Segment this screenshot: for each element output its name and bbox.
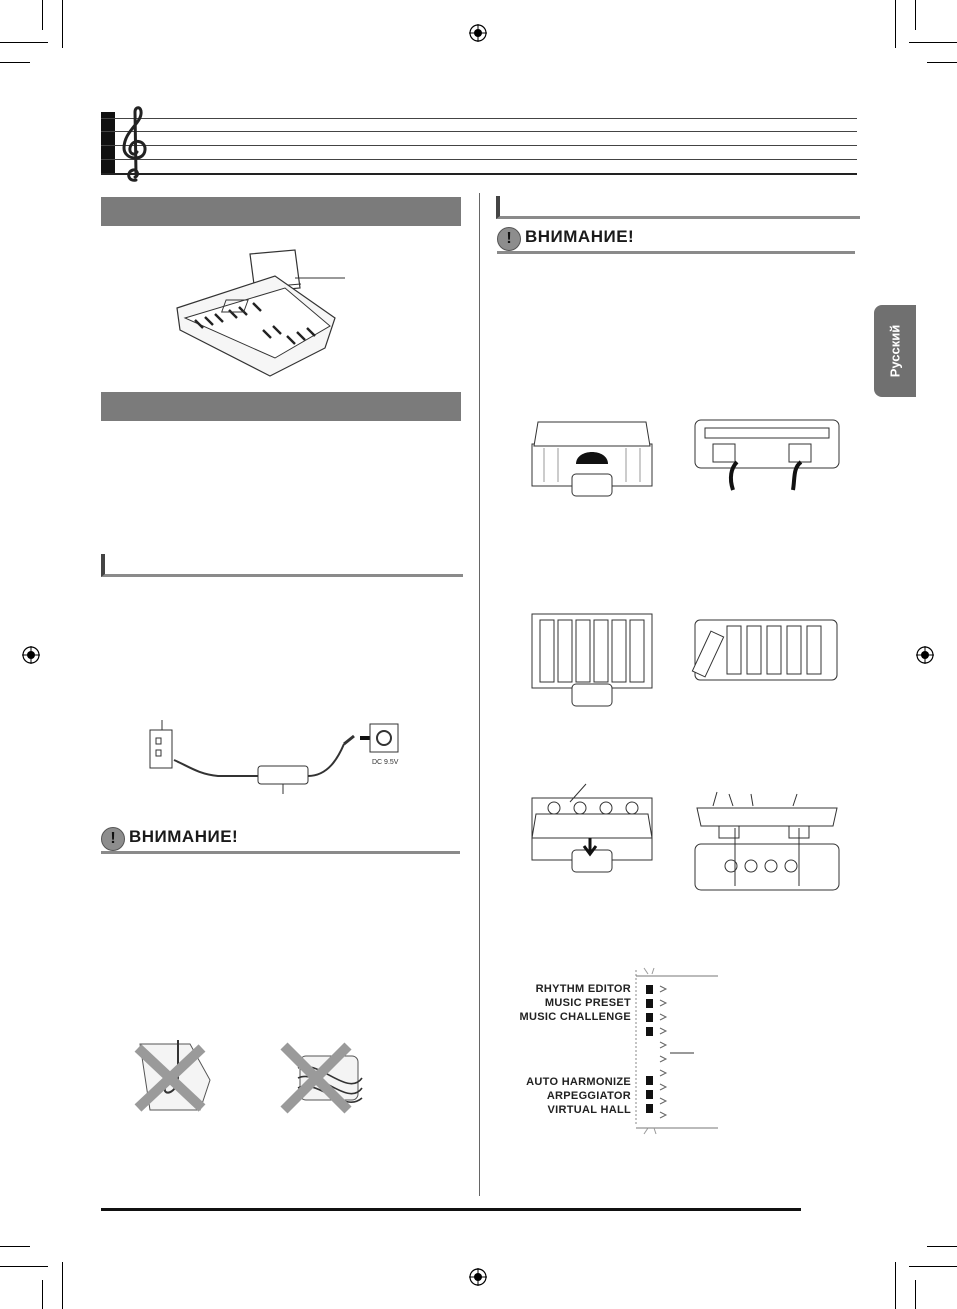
indicator-label-auto-harmonize: AUTO HARMONIZE — [526, 1076, 631, 1088]
crop-mark — [42, 1280, 43, 1309]
crop-mark — [915, 0, 916, 30]
crop-mark — [0, 42, 48, 43]
crop-mark — [909, 1266, 957, 1267]
exclamation-icon: ! — [497, 227, 521, 251]
indicator-label-music-preset: MUSIC PRESET — [544, 997, 631, 1009]
section-header-band — [101, 197, 461, 226]
indicator-panel-illustration — [634, 966, 720, 1136]
column-divider — [479, 193, 480, 1196]
crop-mark — [915, 1280, 916, 1309]
do-not-wrap-cord-illustration — [278, 1038, 370, 1116]
crop-mark — [62, 0, 63, 48]
indicator-label-virtual-hall: VIRTUAL HALL — [547, 1104, 631, 1116]
crop-mark — [927, 1246, 957, 1247]
treble-clef-icon — [118, 104, 152, 184]
crop-mark — [42, 0, 43, 30]
battery-cover-open-illustration — [530, 418, 656, 498]
registration-mark-icon — [469, 24, 487, 42]
dc-jack-label: DC 9.5V — [372, 759, 399, 766]
do-not-bend-cord-illustration — [130, 1040, 222, 1116]
batteries-inserted-illustration — [530, 612, 656, 708]
crop-mark — [62, 1262, 63, 1309]
keyboard-with-music-stand-illustration — [175, 248, 355, 378]
battery-polarity-illustration — [693, 618, 839, 688]
crop-mark — [0, 1246, 30, 1247]
section-header-band — [101, 392, 461, 421]
registration-mark-icon — [916, 646, 934, 664]
registration-mark-icon — [22, 646, 40, 664]
indicator-label-music-challenge: MUSIC CHALLENGE — [519, 1011, 631, 1023]
crop-mark — [0, 62, 30, 63]
battery-cover-removed-illustration — [693, 418, 841, 492]
battery-cover-tabs-illustration — [693, 790, 841, 894]
exclamation-icon: ! — [101, 827, 125, 851]
battery-cover-replace-illustration — [530, 780, 656, 876]
subsection-header — [101, 554, 463, 577]
language-tab — [874, 305, 916, 397]
caution-heading — [497, 229, 855, 254]
registration-mark-icon — [469, 1268, 487, 1286]
crop-mark — [909, 42, 957, 43]
crop-mark — [0, 1266, 48, 1267]
subsection-header — [496, 196, 860, 219]
ac-adapter-connection-illustration — [148, 718, 418, 798]
indicator-label-rhythm-editor: RHYTHM EDITOR — [535, 983, 631, 995]
caution-heading — [101, 829, 460, 854]
music-staff-header — [101, 116, 857, 176]
crop-mark — [895, 1262, 896, 1309]
caution-label: ВНИМАНИЕ! — [525, 227, 635, 246]
crop-mark — [895, 0, 896, 48]
caution-label: ВНИМАНИЕ! — [129, 827, 239, 846]
language-tab-label: Русский — [887, 324, 903, 378]
crop-mark — [927, 62, 957, 63]
indicator-label-arpeggiator: ARPEGGIATOR — [546, 1090, 631, 1102]
footer-rule — [101, 1208, 801, 1211]
